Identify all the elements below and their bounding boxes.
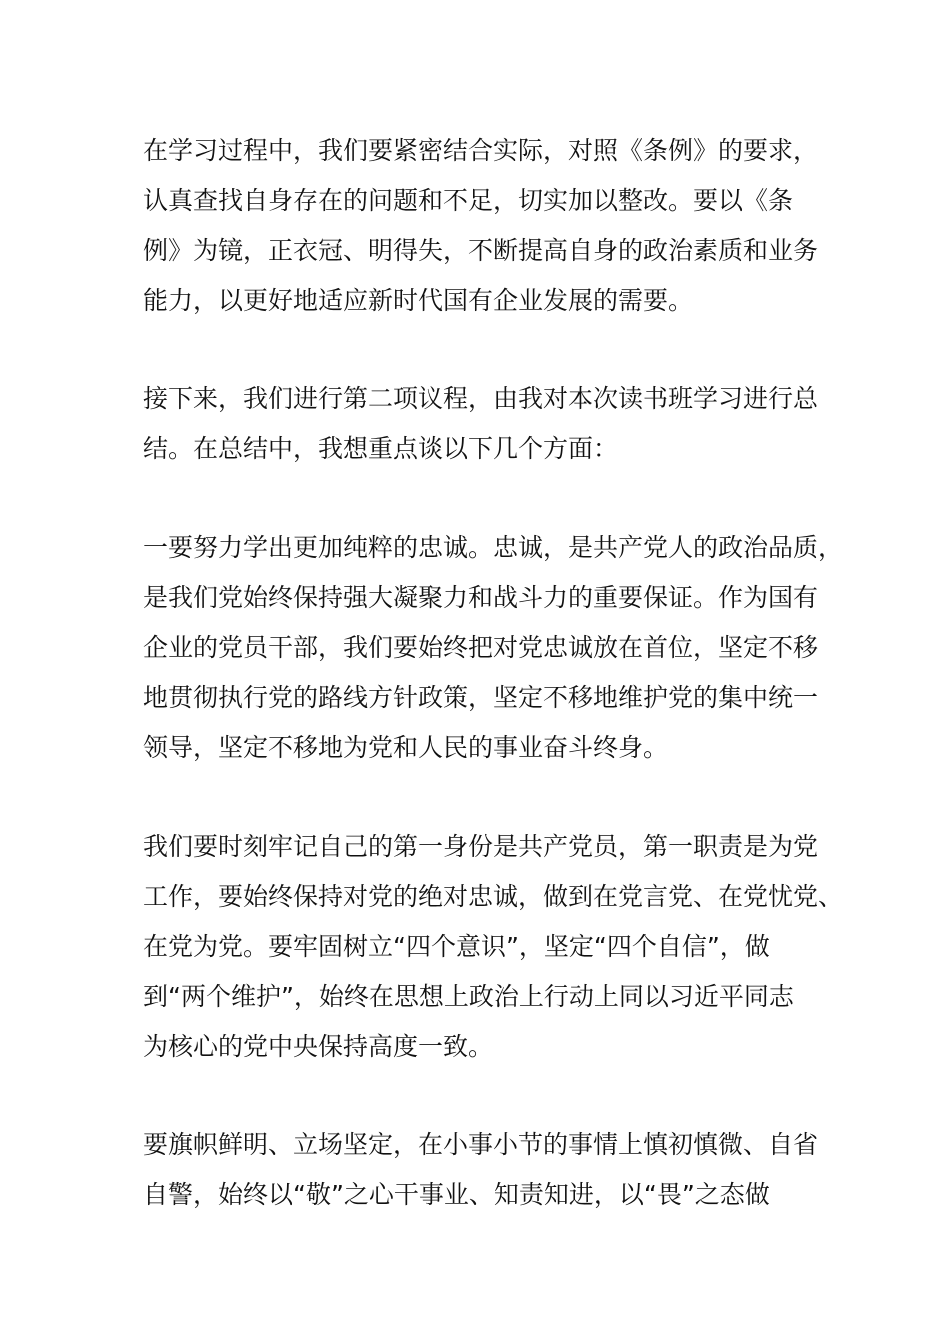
paragraph-line: 工作，要始终保持对党的绝对忠诚，做到在党言党、在党忧党、 xyxy=(143,882,844,911)
paragraph-line: 在学习过程中，我们要紧密结合实际，对照《条例》的要求， xyxy=(143,136,819,165)
paragraph-line: 领导，坚定不移地为党和人民的事业奋斗终身。 xyxy=(143,733,669,762)
paragraph-line: 在党为党。要牢固树立“四个意识”，坚定“四个自信”，做 xyxy=(143,932,770,961)
paragraph-line: 一要努力学出更加纯粹的忠诚。忠诚，是共产党人的政治品质， xyxy=(143,533,844,562)
paragraph-line: 是我们党始终保持强大凝聚力和战斗力的重要保证。作为国有 xyxy=(143,583,819,612)
paragraph-line: 例》为镜，正衣冠、明得失，不断提高自身的政治素质和业务 xyxy=(143,236,819,265)
paragraph-line: 地贯彻执行党的路线方针政策，坚定不移地维护党的集中统一 xyxy=(143,683,819,712)
paragraph-line: 结。在总结中，我想重点谈以下几个方面： xyxy=(143,434,619,463)
paragraph-1 xyxy=(143,126,819,326)
paragraph-5 xyxy=(143,1120,819,1220)
paragraph-line: 为核心的党中央保持高度一致。 xyxy=(143,1032,494,1061)
paragraph-line: 我们要时刻牢记自己的第一身份是共产党员，第一职责是为党 xyxy=(143,832,819,861)
paragraph-line: 企业的党员干部，我们要始终把对党忠诚放在首位，坚定不移 xyxy=(143,633,819,662)
paragraph-line: 要旗帜鲜明、立场坚定，在小事小节的事情上慎初慎微、自省 xyxy=(143,1130,819,1159)
paragraph-line: 到“两个维护”，始终在思想上政治上行动上同以习近平同志 xyxy=(143,982,794,1011)
paragraph-line: 能力，以更好地适应新时代国有企业发展的需要。 xyxy=(143,286,694,315)
paragraph-line: 自警，始终以“敬”之心干事业、知责知进，以“畏”之态做 xyxy=(143,1180,770,1209)
paragraph-line: 认真查找自身存在的问题和不足，切实加以整改。要以《条 xyxy=(143,186,794,215)
paragraph-2 xyxy=(143,374,819,474)
paragraph-line: 接下来，我们进行第二项议程，由我对本次读书班学习进行总 xyxy=(143,384,819,413)
paragraph-4 xyxy=(143,822,844,1072)
paragraph-3 xyxy=(143,523,844,773)
